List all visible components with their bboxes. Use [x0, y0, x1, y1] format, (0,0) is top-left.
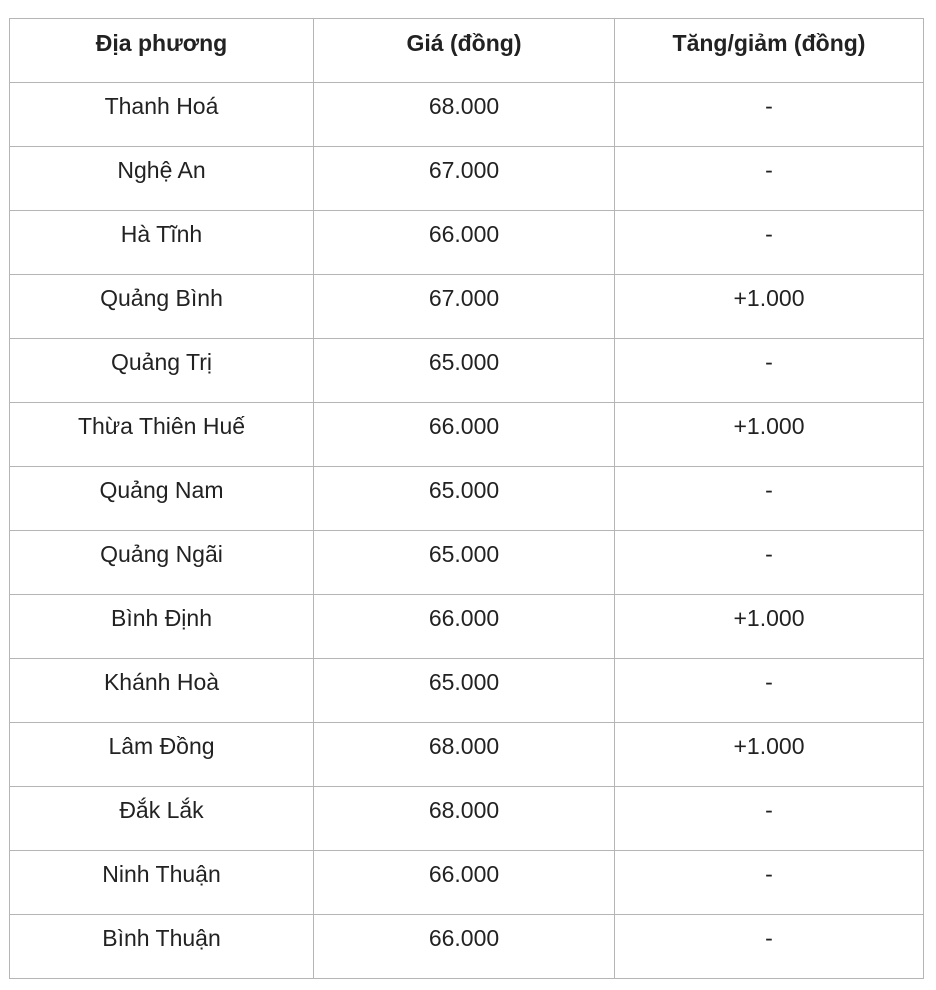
change-cell: +1.000: [615, 595, 924, 659]
region-cell: Bình Thuận: [10, 915, 314, 979]
region-cell: Bình Định: [10, 595, 314, 659]
change-cell: -: [615, 83, 924, 147]
change-cell: -: [615, 147, 924, 211]
region-cell: Quảng Ngãi: [10, 531, 314, 595]
table-row: [10, 211, 924, 275]
header-price: Giá (đồng): [314, 19, 615, 83]
price-cell: 65.000: [314, 339, 615, 403]
table-row: [10, 595, 924, 659]
table-row: [10, 467, 924, 531]
table-row: [10, 723, 924, 787]
table-row: [10, 339, 924, 403]
table-row: [10, 531, 924, 595]
table-row: [10, 275, 924, 339]
table-row: [10, 147, 924, 211]
price-cell: 67.000: [314, 147, 615, 211]
region-cell: Thừa Thiên Huế: [10, 403, 314, 467]
region-cell: Quảng Nam: [10, 467, 314, 531]
price-cell: 67.000: [314, 275, 615, 339]
change-cell: -: [615, 531, 924, 595]
table-row: [10, 83, 924, 147]
change-cell: -: [615, 467, 924, 531]
table-row: [10, 851, 924, 915]
region-cell: Hà Tĩnh: [10, 211, 314, 275]
header-region: Địa phương: [10, 19, 314, 83]
price-cell: 66.000: [314, 403, 615, 467]
change-cell: +1.000: [615, 723, 924, 787]
price-cell: 66.000: [314, 595, 615, 659]
region-cell: Ninh Thuận: [10, 851, 314, 915]
region-cell: Quảng Trị: [10, 339, 314, 403]
region-cell: Khánh Hoà: [10, 659, 314, 723]
region-cell: Nghệ An: [10, 147, 314, 211]
region-cell: Thanh Hoá: [10, 83, 314, 147]
price-cell: 65.000: [314, 659, 615, 723]
region-cell: Đắk Lắk: [10, 787, 314, 851]
price-cell: 66.000: [314, 915, 615, 979]
price-cell: 65.000: [314, 531, 615, 595]
table-row: [10, 787, 924, 851]
change-cell: -: [615, 339, 924, 403]
table-row: [10, 915, 924, 979]
change-cell: -: [615, 659, 924, 723]
price-cell: 65.000: [314, 467, 615, 531]
header-change: Tăng/giảm (đồng): [615, 19, 924, 83]
price-cell: 68.000: [314, 83, 615, 147]
change-cell: -: [615, 915, 924, 979]
change-cell: +1.000: [615, 275, 924, 339]
header-row: [10, 19, 924, 83]
price-cell: 68.000: [314, 787, 615, 851]
change-cell: -: [615, 851, 924, 915]
change-cell: +1.000: [615, 403, 924, 467]
price-cell: 66.000: [314, 211, 615, 275]
table-header: [10, 19, 924, 83]
price-cell: 66.000: [314, 851, 615, 915]
region-cell: Lâm Đồng: [10, 723, 314, 787]
table-body: [10, 83, 924, 979]
region-cell: Quảng Bình: [10, 275, 314, 339]
price-table: [9, 18, 924, 979]
table-row: [10, 659, 924, 723]
table-row: [10, 403, 924, 467]
change-cell: -: [615, 211, 924, 275]
change-cell: -: [615, 787, 924, 851]
price-cell: 68.000: [314, 723, 615, 787]
